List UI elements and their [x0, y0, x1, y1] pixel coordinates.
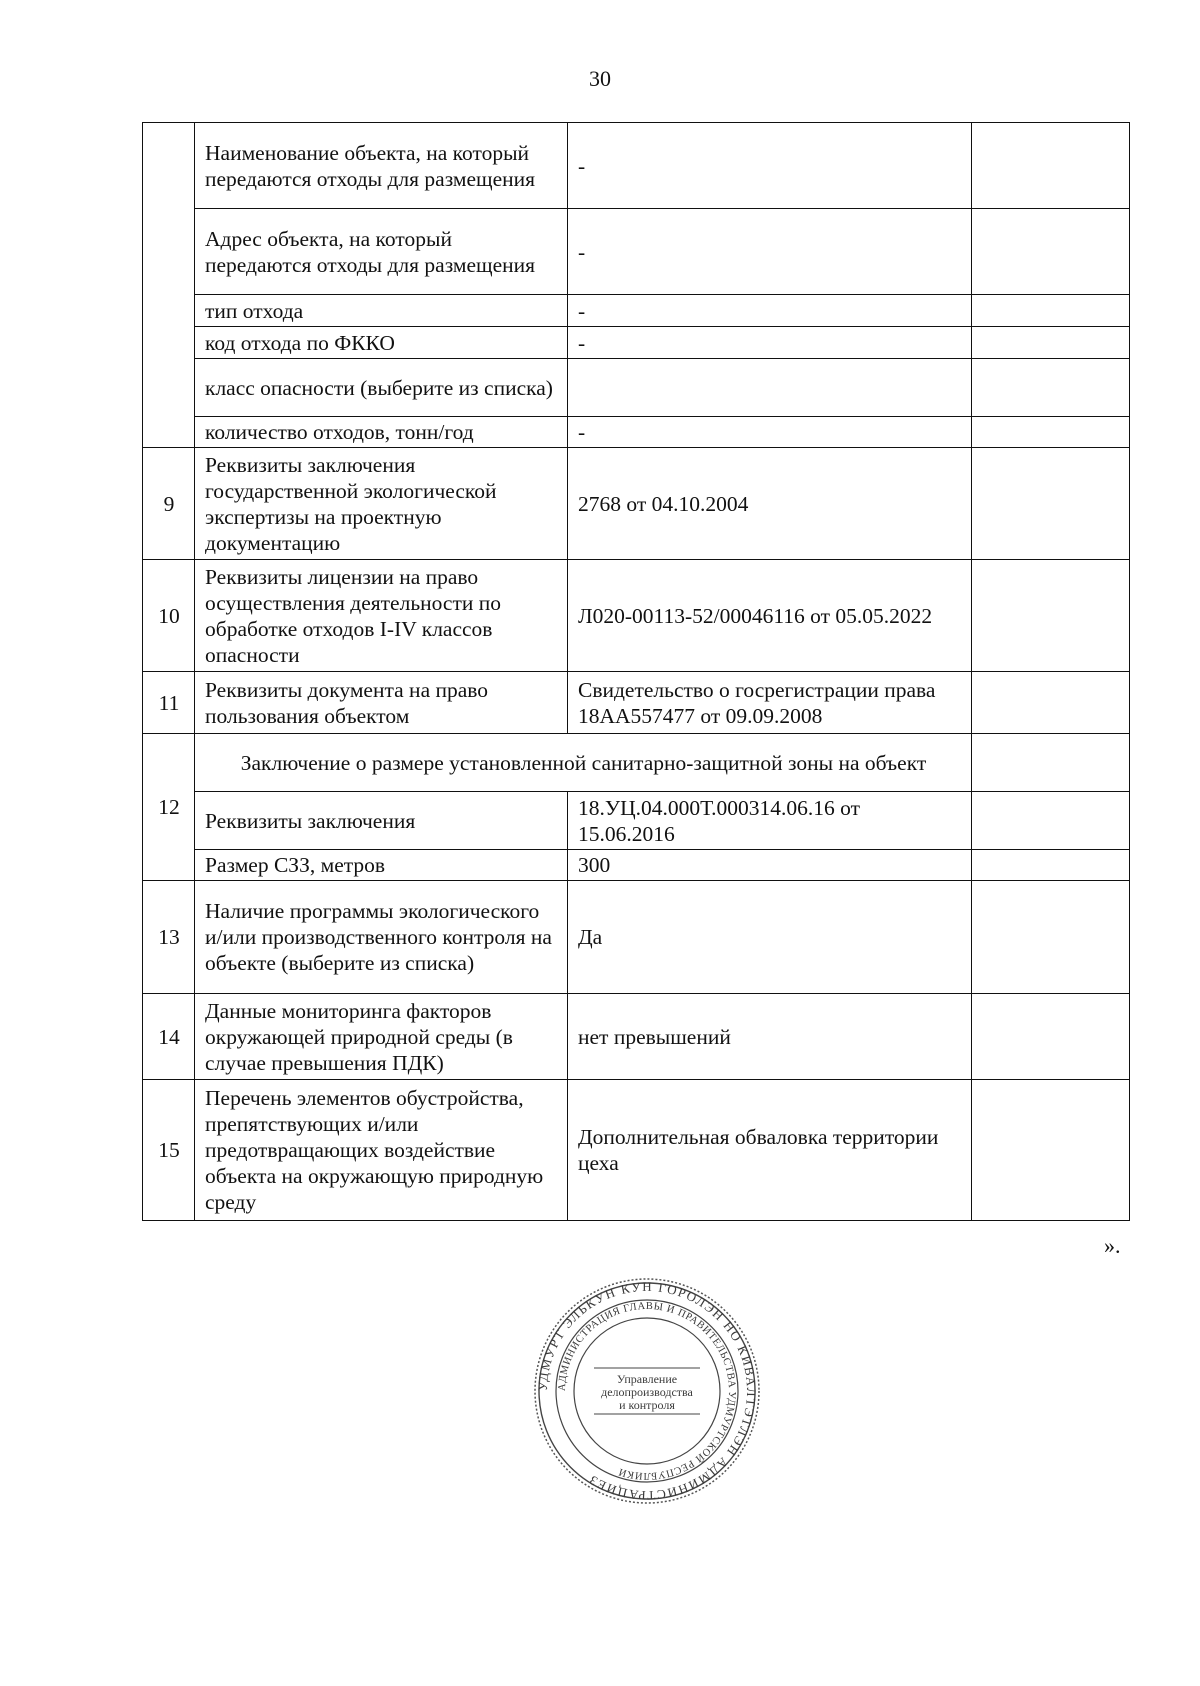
row-label: Размер СЗЗ, метров	[195, 850, 568, 881]
notes-cell	[972, 417, 1130, 448]
table-row	[143, 123, 1130, 209]
notes-cell	[972, 850, 1130, 881]
row-label: количество отходов, тонн/год	[195, 417, 568, 448]
row-number: 11	[143, 672, 195, 734]
notes-cell	[972, 792, 1130, 850]
official-seal	[532, 1276, 762, 1506]
row-number: 13	[143, 881, 195, 994]
table-row	[143, 209, 1130, 295]
row-label: Наименование объекта, на который передаются отходы для размещения	[195, 123, 568, 209]
notes-cell	[972, 327, 1130, 359]
row-value: Да	[568, 881, 972, 994]
row-label: Перечень элементов обустройства, препятствующих и/или предотвращающих воздействие объекта на окружающую природную среду	[195, 1080, 568, 1221]
notes-cell	[972, 881, 1130, 994]
table-row	[143, 327, 1130, 359]
row-value: -	[568, 123, 972, 209]
row-label: Адрес объекта, на который передаются отходы для размещения	[195, 209, 568, 295]
row-value	[568, 359, 972, 417]
row-value: -	[568, 209, 972, 295]
row-value: -	[568, 295, 972, 327]
table-row	[143, 734, 1130, 792]
notes-cell	[972, 672, 1130, 734]
row-value: -	[568, 417, 972, 448]
row-label: класс опасности (выберите из списка)	[195, 359, 568, 417]
table-row	[143, 448, 1130, 560]
row-label: Реквизиты лицензии на право осуществления деятельности по обработке отходов I-IV классов опасности	[195, 560, 568, 672]
row-value: 2768 от 04.10.2004	[568, 448, 972, 560]
table-row	[143, 994, 1130, 1080]
notes-cell	[972, 448, 1130, 560]
notes-cell	[972, 560, 1130, 672]
seal-center-line: и контроля	[619, 1398, 675, 1412]
table-row	[143, 359, 1130, 417]
notes-cell	[972, 734, 1130, 792]
row-value: -	[568, 327, 972, 359]
row-number: 14	[143, 994, 195, 1080]
row-number: 15	[143, 1080, 195, 1221]
row-label: Реквизиты заключения государственной экологической экспертизы на проектную документацию	[195, 448, 568, 560]
table-row	[143, 672, 1130, 734]
notes-cell	[972, 359, 1130, 417]
row-value: 18.УЦ.04.000Т.000314.06.16 от 15.06.2016	[568, 792, 972, 850]
row-label: код отхода по ФККО	[195, 327, 568, 359]
row-value: Дополнительная обваловка территории цеха	[568, 1080, 972, 1221]
table-row	[143, 560, 1130, 672]
table-row	[143, 792, 1130, 850]
row-number: 10	[143, 560, 195, 672]
data-table	[142, 122, 1130, 1221]
table-row	[143, 295, 1130, 327]
row-label: Реквизиты заключения	[195, 792, 568, 850]
row-number: 9	[143, 448, 195, 560]
row-value: нет превышений	[568, 994, 972, 1080]
row-value: Л020-00113-52/00046116 от 05.05.2022	[568, 560, 972, 672]
row-number: 12	[143, 734, 195, 881]
row-value: 300	[568, 850, 972, 881]
seal-outer-text: УДМУРТ ЭЛЬКУН КУН ГОРОЛЭН НО КИВАЛТЭТЛЭН АДМИНИСТРАЦИЕЗ	[534, 1278, 760, 1504]
table-row	[143, 1080, 1130, 1221]
closing-quote: ».	[1104, 1233, 1121, 1258]
notes-cell	[972, 295, 1130, 327]
notes-cell	[972, 994, 1130, 1080]
notes-cell	[972, 209, 1130, 295]
row-label: Реквизиты документа на право пользования объектом	[195, 672, 568, 734]
row-label: Наличие программы экологического и/или производственного контроля на объекте (выберите из списка)	[195, 881, 568, 994]
row-value: Свидетельство о госрегистрации права 18АА557477 от 09.09.2008	[568, 672, 972, 734]
page-number: 30	[589, 66, 611, 91]
seal-center-line: делопроизводства	[601, 1385, 693, 1399]
notes-cell	[972, 1080, 1130, 1221]
seal-inner-text: АДМИНИСТРАЦИЯ ГЛАВЫ И ПРАВИТЕЛЬСТВА УДМУРТСКОЙ РЕСПУБЛИКИ	[556, 1300, 738, 1482]
notes-cell	[972, 123, 1130, 209]
row-label: Данные мониторинга факторов окружающей природной среды (в случае превышения ПДК)	[195, 994, 568, 1080]
section-heading: Заключение о размере установленной санитарно-защитной зоны на объект	[195, 734, 972, 792]
table-row	[143, 850, 1130, 881]
row-label: тип отхода	[195, 295, 568, 327]
table-row	[143, 417, 1130, 448]
row-number	[143, 123, 195, 448]
seal-center-line: Управление	[616, 1372, 678, 1386]
table-row	[143, 881, 1130, 994]
